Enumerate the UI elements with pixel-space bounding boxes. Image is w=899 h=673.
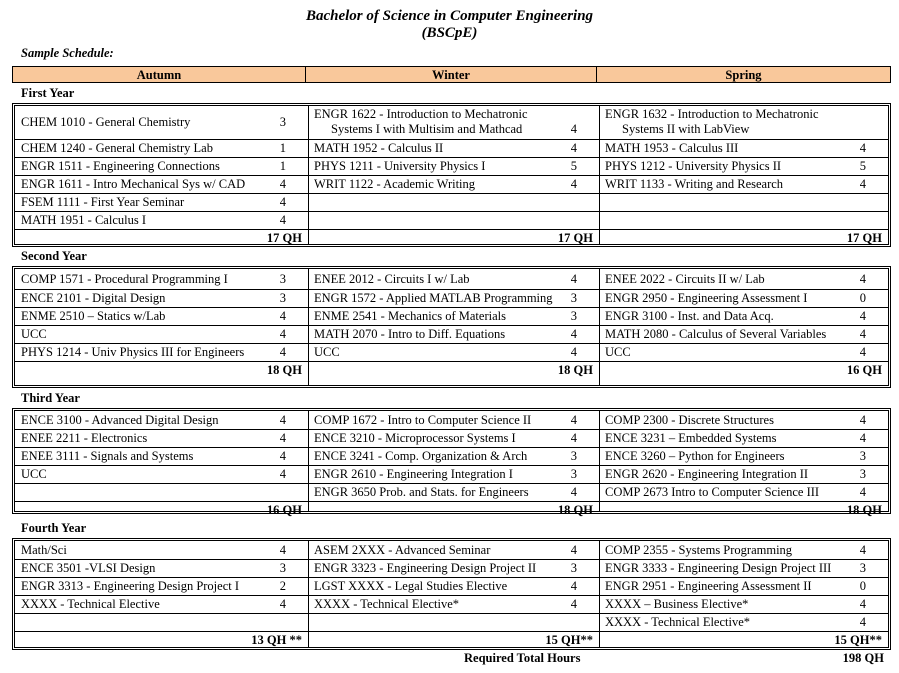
course-credits: 4	[859, 542, 866, 557]
course-credits: 4	[279, 308, 286, 323]
course-name: LGST XXXX - Legal Studies Elective	[314, 578, 508, 593]
term-total: 18 QH	[557, 503, 593, 517]
course-name: XXXX - Technical Elective*	[314, 596, 460, 611]
course-name: UCC	[605, 344, 631, 359]
course-name: WRIT 1133 - Writing and Research	[605, 176, 784, 191]
term-total: 17 QH	[557, 231, 593, 245]
course-credits: 4	[279, 448, 286, 463]
course-name: ENCE 3241 - Comp. Organization & Arch	[314, 448, 528, 463]
course-credits: 4	[859, 140, 866, 155]
row-divider	[15, 631, 888, 632]
year-block	[12, 408, 891, 517]
course-name: ENEE 2022 - Circuits II w/ Lab	[605, 271, 765, 286]
course-credits: 4	[859, 596, 866, 611]
column-divider	[308, 411, 309, 511]
course-credits: 0	[859, 290, 866, 305]
course-name: ENGR 2950 - Engineering Assessment I	[605, 290, 808, 305]
course-name: ENGR 1632 - Introduction to Mechatronic	[605, 107, 819, 121]
year-label: Third Year	[21, 391, 80, 405]
course-credits: 3	[570, 448, 577, 463]
course-credits: 4	[279, 194, 286, 209]
course-name: Math/Sci	[21, 542, 67, 557]
course-credits: 4	[570, 140, 577, 155]
required-total-value: 198 QH	[842, 651, 884, 665]
course-name: UCC	[314, 344, 340, 359]
course-credits: 4	[859, 484, 866, 499]
course-name: ENEE 2012 - Circuits I w/ Lab	[314, 271, 470, 286]
course-credits: 4	[570, 271, 577, 286]
course-name: ENGR 1511 - Engineering Connections	[21, 158, 220, 173]
course-credits: 4	[279, 176, 286, 191]
course-name: COMP 2355 - Systems Programming	[605, 542, 793, 557]
course-credits: 4	[570, 412, 577, 427]
course-credits: 4	[859, 176, 866, 191]
course-credits: 3	[279, 560, 286, 575]
course-credits: 1	[279, 158, 286, 173]
term-total: 17 QH	[846, 231, 882, 245]
course-name: UCC	[21, 466, 47, 481]
course-name: ASEM 2XXX - Advanced Seminar	[314, 542, 491, 557]
year-label: Second Year	[21, 249, 87, 263]
course-name: XXXX - Technical Elective	[21, 596, 160, 611]
required-total-label: Required Total Hours	[464, 651, 581, 665]
row-divider	[15, 361, 888, 362]
course-credits: 4	[570, 344, 577, 359]
page-subtitle: (BSCpE)	[421, 25, 478, 41]
row-divider	[15, 501, 888, 502]
course-name: ENGR 2951 - Engineering Assessment II	[605, 578, 812, 593]
course-name: ENCE 3260 – Python for Engineers	[605, 448, 785, 463]
season-header-winter: Winter	[305, 66, 597, 83]
course-credits: 4	[279, 344, 286, 359]
course-credits: 4	[279, 412, 286, 427]
course-name: MATH 1951 - Calculus I	[21, 212, 146, 227]
course-name: MATH 1953 - Calculus III	[605, 140, 739, 155]
course-name-continued: Systems I with Multisim and Mathcad	[331, 122, 523, 136]
season-header-autumn: Autumn	[12, 66, 306, 83]
season-header-spring: Spring	[596, 66, 891, 83]
course-credits: 4	[859, 412, 866, 427]
term-total: 16 QH	[846, 363, 882, 377]
course-name: ENGR 1622 - Introduction to Mechatronic	[314, 107, 528, 121]
course-name: ENGR 1611 - Intro Mechanical Sys w/ CAD	[21, 176, 246, 191]
course-credits: 4	[570, 122, 577, 136]
course-credits: 4	[859, 430, 866, 445]
course-name: ENCE 3231 – Embedded Systems	[605, 430, 777, 445]
year-block	[12, 538, 891, 650]
course-name: COMP 1571 - Procedural Programming I	[21, 271, 228, 286]
course-name: ENEE 3111 - Signals and Systems	[21, 448, 194, 463]
course-credits: 4	[279, 466, 286, 481]
course-credits: 4	[570, 578, 577, 593]
course-name: UCC	[21, 326, 47, 341]
course-name: PHYS 1212 - University Physics II	[605, 158, 782, 173]
course-credits: 3	[859, 560, 866, 575]
course-credits: 4	[279, 542, 286, 557]
course-credits: 4	[279, 430, 286, 445]
course-name: ENGR 3323 - Engineering Design Project II	[314, 560, 537, 575]
term-total: 15 QH**	[545, 633, 593, 647]
course-credits: 4	[859, 308, 866, 323]
term-total: 15 QH**	[834, 633, 882, 647]
term-total: 17 QH	[266, 231, 302, 245]
course-name: XXXX – Business Elective*	[605, 596, 749, 611]
year-label: First Year	[21, 86, 75, 100]
course-name: COMP 2673 Intro to Computer Science III	[605, 484, 820, 499]
course-credits: 0	[859, 578, 866, 593]
course-credits: 4	[570, 596, 577, 611]
course-name-continued: Systems II with LabView	[622, 122, 750, 136]
course-name: ENGR 1572 - Applied MATLAB Programming	[314, 290, 553, 305]
term-total: 18 QH	[846, 503, 882, 517]
course-credits: 3	[570, 290, 577, 305]
term-total: 16 QH	[266, 503, 302, 517]
year-block	[12, 103, 891, 247]
row-divider	[15, 613, 888, 614]
course-name: WRIT 1122 - Academic Writing	[314, 176, 476, 191]
course-name: ENCE 3210 - Microprocessor Systems I	[314, 430, 516, 445]
term-total: 13 QH **	[251, 633, 302, 647]
course-credits: 3	[279, 115, 286, 129]
year-label: Fourth Year	[21, 521, 87, 535]
course-credits: 4	[279, 596, 286, 611]
course-name: ENME 2510 – Statics w/Lab	[21, 308, 166, 323]
course-credits: 4	[570, 176, 577, 191]
column-divider	[308, 269, 309, 385]
course-credits: 4	[570, 430, 577, 445]
course-credits: 4	[570, 484, 577, 499]
course-credits: 3	[279, 271, 286, 286]
course-name: COMP 1672 - Intro to Computer Science II	[314, 412, 532, 427]
course-credits: 4	[859, 326, 866, 341]
course-name: ENGR 3313 - Engineering Design Project I	[21, 578, 240, 593]
year-block	[12, 266, 891, 388]
course-name: ENGR 2620 - Engineering Integration II	[605, 466, 809, 481]
page-title: Bachelor of Science in Computer Engineering	[305, 8, 594, 24]
course-credits: 4	[859, 271, 866, 286]
term-total: 18 QH	[266, 363, 302, 377]
course-credits: 4	[859, 344, 866, 359]
course-credits: 2	[279, 578, 286, 593]
course-name: ENCE 2101 - Digital Design	[21, 290, 166, 305]
course-credits: 4	[859, 614, 866, 629]
column-divider	[599, 269, 600, 385]
course-credits: 5	[570, 158, 577, 173]
course-name: ENGR 2610 - Engineering Integration I	[314, 466, 513, 481]
row-divider	[15, 229, 888, 230]
sample-schedule-label: Sample Schedule:	[21, 46, 114, 60]
course-name: ENGR 3650 Prob. and Stats. for Engineers	[314, 484, 529, 499]
course-name: PHYS 1211 - University Physics I	[314, 158, 486, 173]
course-name: PHYS 1214 - Univ Physics III for Engineers	[21, 344, 245, 359]
course-credits: 3	[859, 448, 866, 463]
course-credits: 4	[570, 542, 577, 557]
course-credits: 5	[859, 158, 866, 173]
course-credits: 3	[570, 560, 577, 575]
course-name: CHEM 1010 - General Chemistry	[21, 115, 191, 129]
course-name: MATH 2070 - Intro to Diff. Equations	[314, 326, 506, 341]
column-divider	[599, 411, 600, 511]
course-credits: 4	[570, 326, 577, 341]
course-name: ENCE 3501 -VLSI Design	[21, 560, 156, 575]
course-name: MATH 1952 - Calculus II	[314, 140, 444, 155]
course-credits: 1	[279, 140, 286, 155]
course-credits: 3	[570, 308, 577, 323]
term-total: 18 QH	[557, 363, 593, 377]
course-credits: 4	[279, 212, 286, 227]
course-name: ENGR 3333 - Engineering Design Project III	[605, 560, 832, 575]
course-credits: 3	[859, 466, 866, 481]
course-name: CHEM 1240 - General Chemistry Lab	[21, 140, 213, 155]
course-name: ENME 2541 - Mechanics of Materials	[314, 308, 506, 323]
course-name: MATH 2080 - Calculus of Several Variables	[605, 326, 827, 341]
course-name: FSEM 1111 - First Year Seminar	[21, 194, 185, 209]
course-name: ENEE 2211 - Electronics	[21, 430, 148, 445]
course-name: COMP 2300 - Discrete Structures	[605, 412, 774, 427]
course-credits: 3	[570, 466, 577, 481]
course-name: ENCE 3100 - Advanced Digital Design	[21, 412, 219, 427]
course-credits: 4	[279, 326, 286, 341]
course-name: XXXX - Technical Elective*	[605, 614, 751, 629]
course-name: ENGR 3100 - Inst. and Data Acq.	[605, 308, 774, 323]
course-credits: 3	[279, 290, 286, 305]
